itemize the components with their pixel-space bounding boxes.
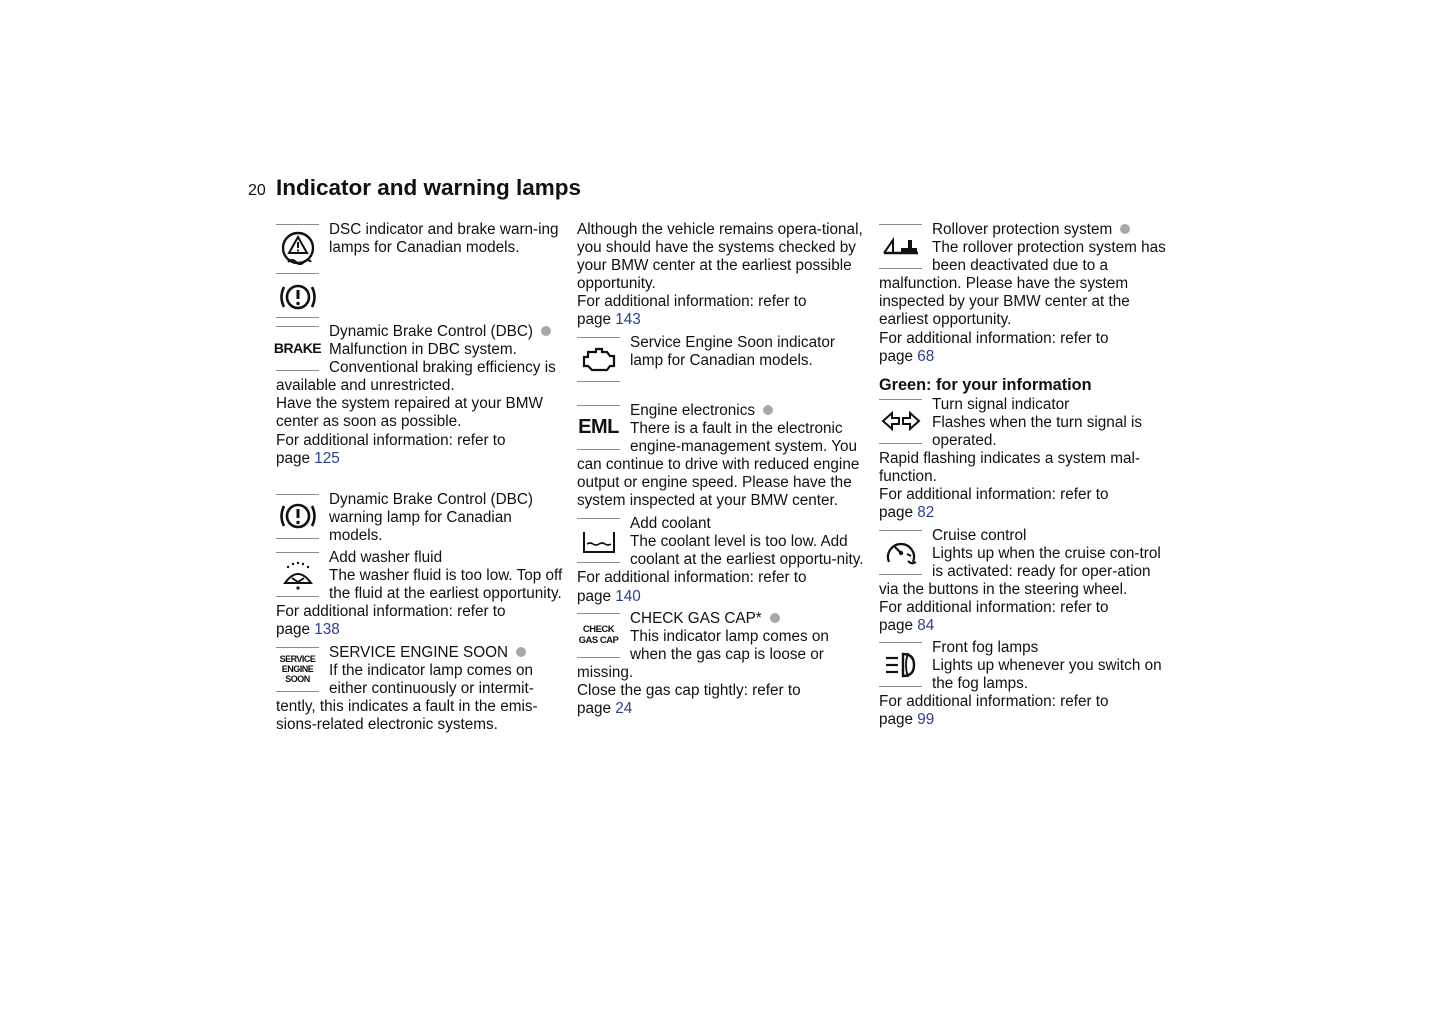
ref-text: Close the gas cap tightly: refer to [577, 681, 801, 699]
page-link-140[interactable]: 140 [615, 587, 641, 605]
ref-text: For additional information: refer to [879, 486, 1109, 504]
eml-text-icon: EML [577, 405, 620, 450]
page-number: 20 [248, 182, 266, 199]
entry-washer [276, 549, 566, 639]
cruise-control-icon [879, 530, 922, 575]
entry-turn-signal [879, 396, 1169, 523]
ses-title: SERVICE ENGINE SOON [329, 643, 509, 661]
page-link-143[interactable]: 143 [615, 311, 641, 329]
page-word: page [879, 504, 914, 522]
ref-text: For additional information: refer to [879, 693, 1109, 711]
fog-title: Front fog lamps [932, 639, 1039, 657]
page-link-125[interactable]: 125 [314, 449, 340, 467]
washer-body: The washer fluid is too low. Top off the fluid at the earliest opportunity. [329, 567, 563, 603]
turn-body: Flashes when the turn signal is operated. [932, 413, 1143, 450]
turn-title: Turn signal indicator [932, 395, 1070, 413]
entry-gascap [577, 610, 869, 719]
cruise-title: Cruise control [932, 526, 1027, 544]
ref-text: For additional information: refer to [276, 603, 506, 621]
eml-title: Engine electronics [630, 401, 755, 419]
cruise-body: Lights up when the cruise con-trol is activated: ready for oper-ation via the buttons in the steering wheel. [879, 544, 1161, 598]
page-word: page [879, 711, 914, 729]
page-link-24[interactable]: 24 [615, 700, 633, 718]
page-link-68[interactable]: 68 [917, 347, 935, 365]
dsc-text: DSC indicator and brake warn-ing lamps for Canadian models. [329, 221, 559, 257]
dbc-canada-text: Dynamic Brake Control (DBC) warning lamp for Canadian models. [329, 490, 534, 544]
entry-dbc-canada [276, 491, 566, 545]
page-word: page [879, 347, 914, 365]
ref-text: For additional information: refer to [879, 329, 1109, 347]
coolant-title: Add coolant [630, 515, 711, 533]
ref-text: For additional information: refer to [577, 293, 807, 311]
cont-body: Although the vehicle remains opera-tional, you should have the systems checked by your BMW center at the earliest possible opportunity. [577, 221, 863, 293]
page-word: page [276, 621, 311, 639]
entry-dbc [273, 323, 566, 468]
entry-rollover [879, 221, 1169, 366]
entry-cruise [879, 527, 1169, 636]
column-2 [577, 221, 869, 718]
fog-body: Lights up whenever you switch on the fog lamps. [932, 657, 1162, 693]
ref-text: For additional information: refer to [577, 569, 807, 587]
dsc-warning-icon [278, 228, 318, 268]
ref-text: For additional information: refer to [276, 431, 506, 449]
rollover-title: Rollover protection system [932, 221, 1113, 238]
entry-coolant [577, 515, 869, 605]
page-link-82[interactable]: 82 [917, 504, 935, 522]
service-engine-soon-icon: SERVICE ENGINE SOON [276, 647, 319, 692]
dbc-warning-icon [276, 494, 319, 539]
fog-lamp-icon [879, 642, 922, 687]
page-word: page [577, 587, 612, 605]
gascap-body: This indicator lamp comes on when the gas cap is loose or missing. [577, 627, 829, 681]
page-link-99[interactable]: 99 [917, 711, 935, 729]
gascap-title: CHECK GAS CAP* [630, 609, 762, 627]
eml-body: There is a fault in the electronic engine-management system. You can continue to drive with reduced engine output or engine speed. Please have the system inspected at your BMW center. [577, 419, 860, 510]
gray-dot-icon [770, 613, 780, 623]
washer-fluid-icon [276, 552, 319, 597]
coolant-icon [577, 518, 620, 563]
page-word: page [577, 311, 612, 329]
gray-dot-icon [516, 647, 526, 657]
page-title: Indicator and warning lamps [276, 175, 582, 200]
gray-dot-icon [763, 405, 773, 415]
dsc-brake-lamps-icon [276, 224, 319, 318]
entry-continuation [577, 221, 869, 330]
brake-warning-icon [278, 279, 318, 315]
dbc-title: Dynamic Brake Control (DBC) [329, 323, 534, 340]
gray-dot-icon [541, 326, 551, 336]
turn-signal-icon [879, 399, 922, 444]
page-link-138[interactable]: 138 [314, 621, 340, 639]
engine-icon [577, 337, 620, 382]
brake-text-icon: BRAKE [276, 326, 319, 371]
rollover-icon [879, 224, 922, 269]
turn-body2: Rapid flashing indicates a system mal-function. [879, 450, 1141, 486]
column-3 [879, 221, 1169, 730]
page-word: page [879, 616, 914, 634]
entry-dsc [276, 221, 566, 318]
gray-dot-icon [1120, 224, 1130, 234]
ses-body: If the indicator lamp comes on either continuously or intermit-tently, this indicates a fault in the emis-sions-related electronic systems. [276, 661, 538, 733]
ses-canada-text: Service Engine Soon indicator lamp for Canadian models. [630, 333, 835, 369]
dbc-body: Malfunction in DBC system. Conventional braking efficiency is available and unrestricted. [276, 341, 556, 395]
entry-ses-canada [577, 334, 869, 382]
rollover-body: The rollover protection system has been deactivated due to a malfunction. Please have the system inspected by your BMW center at the earliest opportunity. [879, 239, 1166, 329]
dbc-repair: Have the system repaired at your BMW center as soon as possible. [276, 395, 543, 431]
check-gas-cap-icon: CHECK GAS CAP [577, 613, 620, 658]
entry-eml [577, 402, 869, 511]
entry-fog [879, 639, 1169, 729]
page-word: page [577, 700, 612, 718]
green-section-heading: Green: for your information [879, 375, 1092, 394]
washer-title: Add washer fluid [329, 549, 443, 567]
entry-ses [276, 644, 566, 734]
ref-text: For additional information: refer to [879, 598, 1109, 616]
page-word: page [276, 449, 311, 467]
page-link-84[interactable]: 84 [917, 616, 935, 634]
coolant-body: The coolant level is too low. Add coolant at the earliest opportu-nity. [630, 533, 864, 569]
column-1 [273, 221, 566, 734]
